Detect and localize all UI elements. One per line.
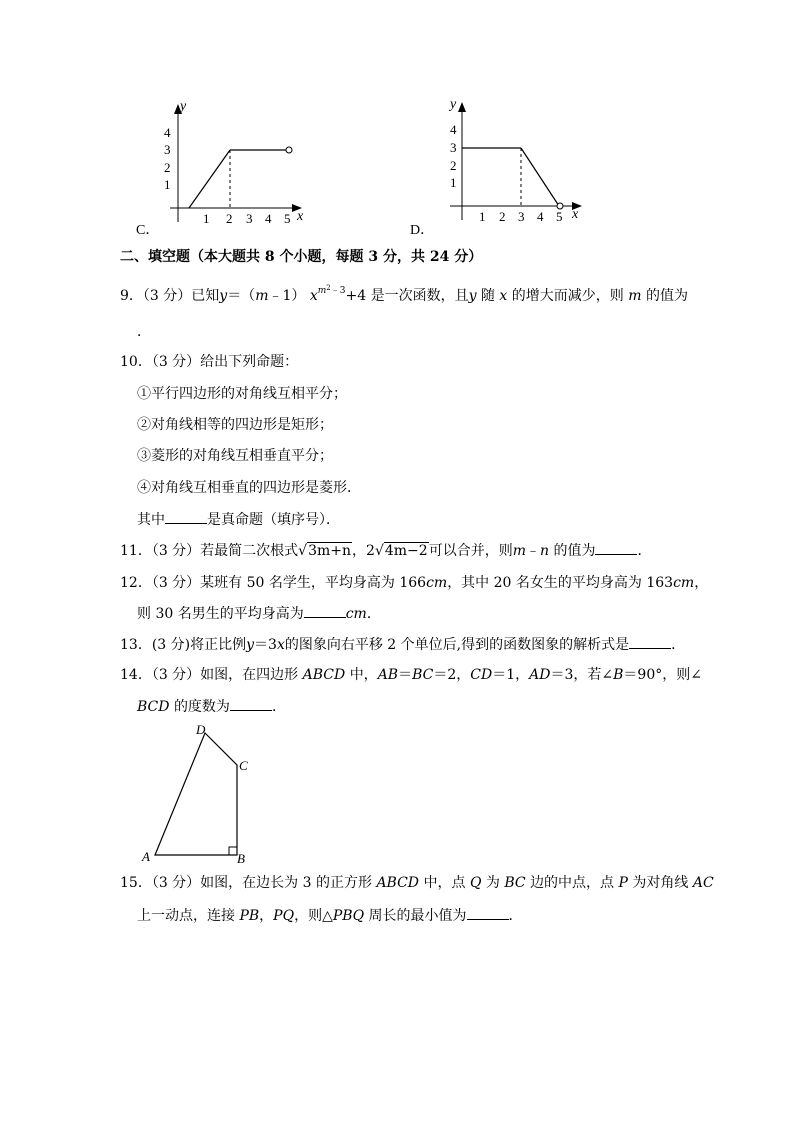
question-10-answer: 其中 是真命题（填序号）． bbox=[137, 509, 340, 530]
x-tick: 1 bbox=[203, 211, 210, 226]
y-tick: 2 bbox=[164, 160, 171, 175]
y-tick: 3 bbox=[164, 142, 171, 157]
proposition: ④对角线互相垂直的四边形是菱形． bbox=[137, 480, 361, 496]
answer-blank[interactable] bbox=[595, 540, 637, 555]
option-label: C． bbox=[136, 223, 160, 238]
proposition: ①平行四边形的对角线互相平分； bbox=[137, 386, 347, 402]
question-14-line2: BCD 的度数为 ． bbox=[137, 696, 286, 717]
vertex-b-label: B bbox=[237, 851, 245, 866]
option-label: D． bbox=[410, 223, 435, 238]
x-axis-label: x bbox=[572, 207, 579, 222]
x-tick: 3 bbox=[518, 209, 525, 224]
y-tick: 4 bbox=[450, 122, 457, 137]
x-tick: 4 bbox=[265, 211, 272, 226]
question-13: 13．(3 分)将正比例y＝3x的图象向右平移 2 个单位后,得到的函数图象的解析式是 ． bbox=[120, 634, 685, 655]
question-11: 11．（3 分）若最简二次根式√3m+n，2√4m−2可以合并，则m﹣n 的值为 ． bbox=[120, 540, 651, 561]
x-tick: 2 bbox=[226, 211, 233, 226]
y-tick: 1 bbox=[164, 177, 171, 192]
falling-segment bbox=[521, 148, 559, 206]
open-endpoint bbox=[557, 203, 563, 209]
section-title: 二、填空题（本大题共 8 个小题，每题 3 分，共 24 分） bbox=[120, 249, 483, 265]
x-tick: 4 bbox=[537, 209, 544, 224]
y-tick: 3 bbox=[450, 140, 457, 155]
vertex-a-label: A bbox=[142, 849, 150, 864]
right-angle-mark bbox=[229, 847, 237, 855]
x-axis-label: x bbox=[297, 209, 304, 224]
question-12-line2: 则 30 名男生的平均身高为 cm． bbox=[137, 603, 381, 624]
graph-c bbox=[130, 96, 310, 246]
y-tick: 2 bbox=[450, 158, 457, 173]
y-axis-label: y bbox=[450, 97, 457, 112]
y-axis-label: y bbox=[180, 99, 187, 114]
answer-blank[interactable] bbox=[304, 603, 346, 618]
quadrilateral-abcd bbox=[155, 733, 237, 855]
y-tick: 4 bbox=[164, 125, 171, 140]
question-15: 15．（3 分）如图，在边长为 3 的正方形 ABCD 中，点 Q 为 BC 边的中点，点 P 为对角线 AC bbox=[120, 875, 714, 891]
question-15-line2: 上一动点，连接 PB，PQ，则△PBQ 周长的最小值为 ． bbox=[137, 905, 523, 926]
x-tick: 3 bbox=[246, 211, 253, 226]
answer-blank[interactable] bbox=[629, 634, 671, 649]
answer-blank[interactable] bbox=[165, 509, 207, 524]
vertex-c-label: C bbox=[239, 758, 248, 773]
proposition: ③菱形的对角线互相垂直平分； bbox=[137, 448, 333, 464]
quadrilateral-figure bbox=[138, 720, 258, 866]
answer-blank[interactable] bbox=[467, 905, 509, 920]
proposition: ②对角线相等的四边形是矩形； bbox=[137, 417, 333, 433]
answer-blank[interactable]: ． bbox=[137, 324, 151, 340]
graph-d bbox=[410, 94, 590, 244]
question-12: 12．（3 分）某班有 50 名学生，平均身高为 166cm，其中 20 名女生的平均身高为 163cm， bbox=[120, 575, 709, 591]
vertex-d-label: D bbox=[196, 722, 206, 737]
question-10: 10．（3 分）给出下列命题： bbox=[120, 354, 299, 370]
x-tick: 1 bbox=[479, 209, 486, 224]
y-tick: 1 bbox=[450, 175, 457, 190]
answer-blank[interactable] bbox=[230, 696, 272, 711]
x-tick: 2 bbox=[499, 209, 506, 224]
question-14: 14．（3 分）如图，在四边形 ABCD 中，AB＝BC＝2，CD＝1，AD＝3，若∠B＝90°，则∠ bbox=[120, 667, 702, 683]
x-tick: 5 bbox=[284, 211, 291, 226]
x-tick: 5 bbox=[556, 209, 563, 224]
rising-segment bbox=[189, 150, 230, 208]
open-endpoint bbox=[286, 147, 292, 153]
question-9: 9．（3 分）已知y＝（m﹣1） $x^{m^2﹣3}+4$ 是一次函数，且y 随 x 的增大而减少，则 m 的值为 bbox=[120, 284, 688, 304]
